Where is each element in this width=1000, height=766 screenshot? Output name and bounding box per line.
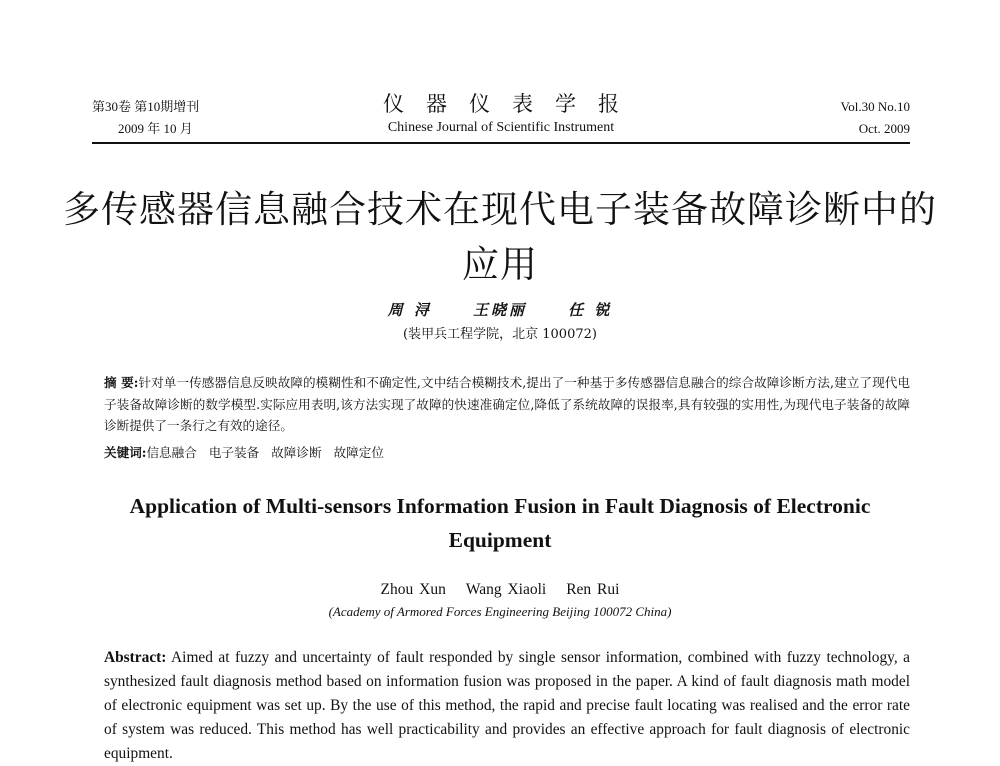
author-en: Ren Rui — [566, 581, 620, 598]
header-date-en: Oct. 2009 — [858, 121, 910, 136]
keywords-cn-label: 关键词: — [104, 445, 147, 460]
abstract-cn-label: 摘 要: — [104, 375, 139, 390]
authors-en — [0, 581, 1000, 599]
header-vol-no: Vol.30 No.10 — [840, 99, 910, 114]
affiliation-en: (Academy of Armored Forces Engineering Beijing 100072 China) — [328, 604, 672, 619]
authors-cn — [0, 299, 1000, 320]
journal-header — [92, 92, 910, 144]
author-en: Zhou Xun — [380, 581, 446, 598]
journal-name-en: Chinese Journal of Scientific Instrument — [387, 120, 615, 135]
paper-title-cn: 多传感器信息融合技术在现代电子装备故障诊断中的应用 — [63, 188, 937, 286]
header-volume-issue: 第30卷 第10期增刊 — [92, 99, 200, 114]
author-cn: 任 锐 — [568, 301, 613, 319]
keyword: 故障定位 — [333, 445, 384, 460]
abstract-en-text: Aimed at fuzzy and uncertainty of fault responded by single sensor information, combined with fuzzy technology, a synthesized fault diagnosis method based on information fusion was proposed in the paper. A kind of fault diagnosis math model of electronic equipment was set up. By the use of this method, the rapid and precise fault locating was realised and the error rate of system was reduced. This method has well practicability and provides an effective approach for fault diagnosis of electronic equipment. — [104, 649, 911, 762]
keyword: 信息融合 — [146, 445, 197, 460]
keyword: 故障诊断 — [271, 445, 322, 460]
paper-title-en: Application of Multi-sensors Information Fusion in Fault Diagnosis of Electronic Equipment — [129, 494, 871, 552]
abstract-en-label: Abstract: — [104, 649, 167, 666]
abstract-en — [104, 646, 910, 766]
abstract-cn — [104, 372, 910, 437]
header-volume-info-en — [841, 96, 910, 140]
header-date-cn: 2009 年 10 月 — [118, 121, 193, 136]
abstract-cn-text: 针对单一传感器信息反映故障的模糊性和不确定性,文中结合模糊技术,提出了一种基于多传感器信息融合的综合故障诊断方法,建立了现代电子装备故障诊断的数学模型.实际应用表明,该方法实现了故障的快速准确定位,降低了系统故障的误报率,具有较强的实用性,为现代电子装备的故障诊断提供了一条行之有效的途径。 — [104, 375, 910, 433]
keyword: 电子装备 — [208, 445, 260, 460]
affiliation-cn: (装甲兵工程学院，北京 100072) — [403, 327, 597, 342]
author-cn: 周 浔 — [387, 301, 432, 319]
journal-name-cn: 仪器仪表学报 — [383, 92, 641, 116]
author-cn: 王晓丽 — [472, 301, 527, 319]
header-journal-name — [92, 90, 910, 138]
keywords-cn — [104, 443, 910, 463]
author-en: Wang Xiaoli — [465, 581, 547, 598]
